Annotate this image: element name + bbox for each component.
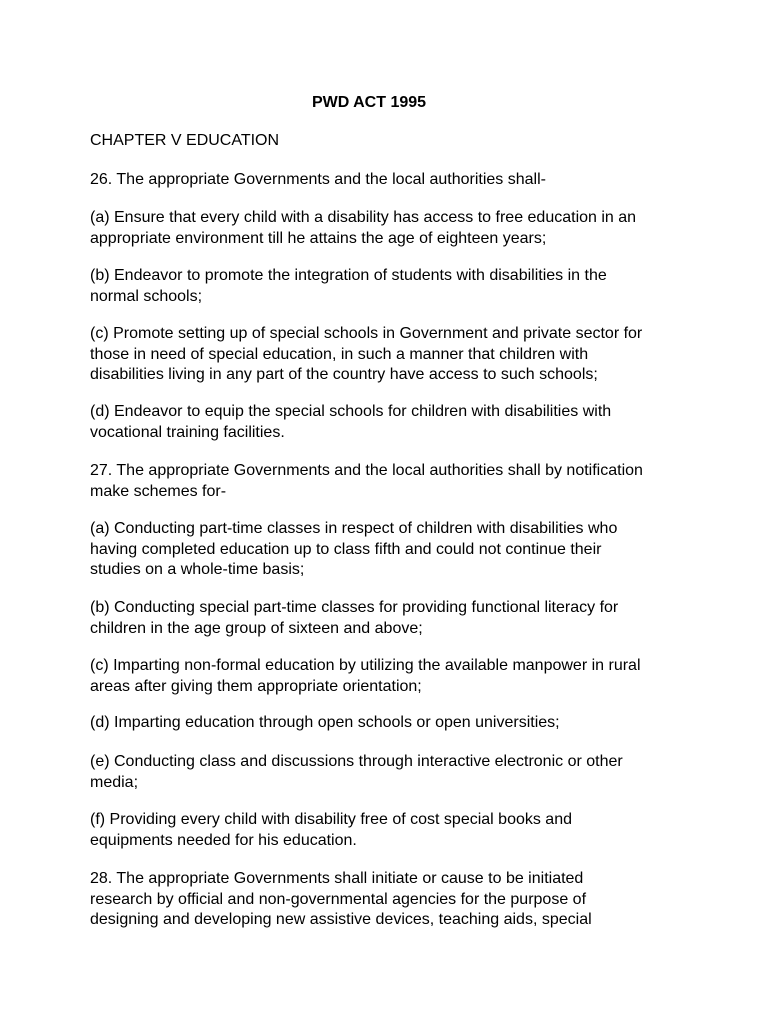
paragraph-line: disabilities living in any part of the country have access to such schools; [90, 366, 598, 383]
paragraph-line: having completed education up to class fifth and could not continue their [90, 540, 602, 558]
paragraph-line: (a) Conducting part-time classes in respect of children with disabilities who [90, 520, 618, 537]
paragraph-26-a [90, 208, 690, 249]
paragraph-line: appropriate environment till he attains the age of eighteen years; [90, 229, 547, 247]
paragraph-26-d [90, 402, 690, 443]
paragraph-line: studies on a whole-time basis; [90, 561, 305, 578]
paragraph-line: 26. The appropriate Governments and the local authorities shall- [90, 171, 546, 188]
paragraph-line: those in need of special education, in such a manner that children with [90, 345, 589, 363]
paragraph-line: (a) Ensure that every child with a disability has access to free education in an [90, 209, 637, 226]
paragraph-line: (d) Imparting education through open schools or open universities; [90, 714, 560, 731]
paragraph-27-e [90, 752, 690, 793]
paragraph-line: 27. The appropriate Governments and the local authorities shall by notification [90, 462, 643, 479]
paragraph-line: (f) Providing every child with disability free of cost special books and [90, 811, 572, 828]
paragraph-27 [90, 461, 690, 502]
paragraph-line: (b) Conducting special part-time classes for providing functional literacy for [90, 599, 619, 616]
paragraph-27-c [90, 656, 690, 697]
paragraph-line: designing and developing new assistive devices, teaching aids, special [90, 911, 592, 928]
paragraph-line: 28. The appropriate Governments shall initiate or cause to be initiated [90, 870, 584, 887]
paragraph-line: (c) Promote setting up of special schools in Government and private sector for [90, 325, 643, 342]
paragraph-line: normal schools; [90, 287, 203, 305]
paragraph-27-f [90, 810, 690, 851]
chapter-heading [90, 131, 690, 152]
paragraph-line: (d) Endeavor to equip the special schools for children with disabilities with [90, 403, 612, 420]
paragraph-26-c [90, 324, 690, 386]
chapter-heading-text: CHAPTER V EDUCATION [90, 132, 280, 149]
paragraph-line: make schemes for- [90, 482, 227, 500]
paragraph-line: children in the age group of sixteen and above; [90, 619, 423, 637]
paragraph-line: (b) Endeavor to promote the integration of students with disabilities in the [90, 267, 607, 284]
paragraph-line: areas after giving them appropriate orientation; [90, 677, 422, 695]
paragraph-27-a [90, 519, 690, 581]
paragraph-line: (c) Imparting non-formal education by utilizing the available manpower in rural [90, 657, 641, 674]
paragraph-27-d [90, 713, 690, 734]
paragraph-line: media; [90, 773, 139, 791]
paragraph-27-b [90, 598, 690, 639]
paragraph-line: equipments needed for his education. [90, 831, 357, 849]
paragraph-line: (e) Conducting class and discussions through interactive electronic or other [90, 753, 623, 770]
paragraph-28 [90, 869, 690, 931]
document-title: PWD ACT 1995 [311, 94, 427, 111]
paragraph-line: vocational training facilities. [90, 423, 285, 441]
paragraph-26-b [90, 266, 690, 307]
paragraph-line: research by official and non-governmental agencies for the purpose of [90, 890, 587, 908]
paragraph-26 [90, 170, 690, 191]
